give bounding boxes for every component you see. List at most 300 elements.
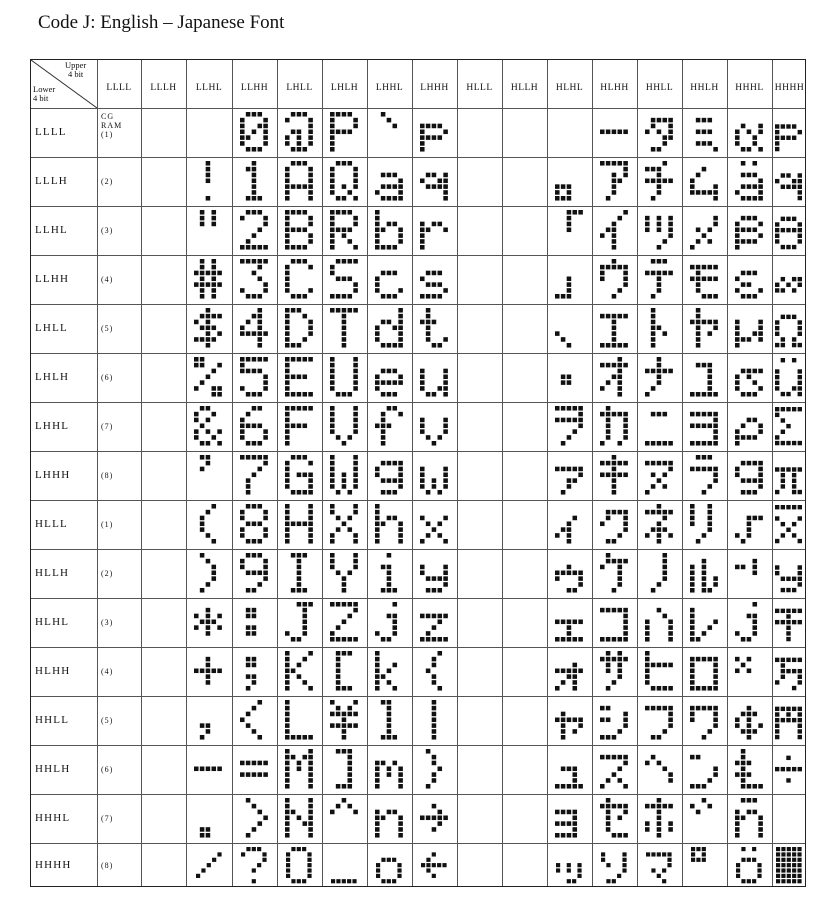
glyph-dot [645,804,650,809]
glyph-dot [257,504,262,509]
glyph-dot [285,718,290,723]
glyph-dot [246,392,251,397]
glyph-dot [606,265,611,270]
glyph-dot [561,527,566,532]
glyph-dot [375,816,380,821]
glyph-dot [353,216,358,221]
glyph-dot [347,712,352,717]
glyph-dot [257,112,262,117]
glyph-dot [702,118,707,123]
glyph-dot [713,190,718,195]
glyph-dot [353,712,358,717]
glyph-dot [690,571,695,576]
glyph-dot [696,441,701,446]
glyph-dot [308,522,313,527]
glyph-dot [206,337,211,342]
glyph-dot [735,473,740,478]
glyph-dot [781,358,785,362]
glyph-dot [792,706,796,710]
glyph-dot [775,680,779,684]
glyph-dot [387,461,392,466]
glyph-dot [787,424,791,428]
glyph-dot [691,847,695,851]
glyph-dot [578,723,583,728]
glyph-dot [347,723,352,728]
glyph-lhhl-lhhl [375,406,404,447]
glyph-dot [747,527,752,532]
upper-bit-header: LLHL [195,83,223,93]
glyph-llhl-hhlh [194,749,223,790]
glyph-lhhh-hlhh [420,651,449,692]
glyph-dot [572,879,576,883]
glyph-dot [617,441,622,446]
glyph-dot [432,614,437,619]
glyph-dot [561,184,566,189]
glyph-dot [798,718,802,722]
glyph-dot [353,380,358,385]
glyph-dot [392,810,397,815]
glyph-dot [657,375,662,380]
glyph-dot [578,582,583,587]
glyph-dot [398,331,403,336]
glyph-dot [798,222,802,226]
glyph-dot [246,614,251,619]
glyph-hlhl-hhhh [556,847,583,885]
glyph-lhhh-lhlh [420,357,449,398]
glyph-dot [600,657,605,662]
glyph-dot [398,522,403,527]
glyph-lhlh-hlhh [330,651,359,692]
glyph-dot [353,559,358,564]
glyph-dot [432,588,437,593]
glyph-dot [297,161,302,166]
glyph-dot [443,565,448,570]
glyph-dot [285,784,290,789]
glyph-dot [651,706,656,711]
glyph-dot [651,179,656,184]
glyph-dot [375,216,380,221]
glyph-dot [662,852,666,856]
glyph-lhlh-hhll [330,700,359,741]
glyph-dot [662,239,667,244]
upper-bit-header: LLLL [106,83,132,93]
glyph-dot [257,228,262,233]
glyph-dot [561,784,566,789]
glyph-dot [297,735,302,740]
glyph-dot [606,510,611,515]
glyph-lhll-llhh [285,259,314,300]
glyph-dot [741,761,746,766]
glyph-dot [206,827,211,832]
glyph-dot [200,282,205,287]
glyph-dot [623,620,628,625]
glyph-dot [330,473,335,478]
glyph-dot [246,522,251,527]
glyph-dot [775,124,779,128]
glyph-dot [741,749,746,754]
glyph-dot [752,418,757,423]
glyph-dot [798,386,802,390]
lower-bit-header: LLLL [35,125,67,138]
glyph-dot [252,167,257,172]
glyph-dot [781,314,785,318]
glyph-dot [741,490,746,495]
glyph-dot [218,767,223,772]
glyph-dot [257,772,262,777]
glyph-dot [690,614,695,619]
glyph-dot [707,380,712,385]
glyph-dot [285,386,290,391]
glyph-dot [781,857,785,861]
glyph-dot [798,369,802,373]
glyph-dot [612,326,617,331]
glyph-hhll-llhh [645,259,674,300]
glyph-dot [792,847,796,851]
glyph-dot [285,674,290,679]
glyph-dot [657,130,662,135]
glyph-dot [420,380,425,385]
glyph-dot [302,161,307,166]
glyph-dot [285,343,290,348]
lower-bit-header: HHHL [35,811,71,824]
glyph-dot [252,631,257,636]
glyph-dot [330,380,335,385]
glyph-dot [291,161,296,166]
glyph-dot [302,680,307,685]
glyph-dot [752,490,757,495]
glyph-dot [617,608,622,613]
glyph-llhh-lllh [240,161,269,202]
glyph-dot [252,847,256,851]
glyph-dot [252,761,257,766]
glyph-dot [623,559,628,564]
glyph-dot [200,723,205,728]
glyph-dot [775,130,779,134]
glyph-dot [240,288,245,293]
glyph-dot [353,259,358,264]
glyph-hhlh-hllh [690,553,719,594]
glyph-dot [308,651,313,656]
glyph-dot [578,406,583,411]
glyph-dot [420,124,425,129]
glyph-dot [792,343,796,347]
glyph-dot [651,320,656,325]
glyph-dot [792,576,796,580]
glyph-dot [212,576,217,581]
glyph-dot [792,386,796,390]
glyph-dot [353,504,358,509]
glyph-dot [302,879,306,883]
glyph-dot [696,363,701,368]
glyph-dot [561,380,566,385]
row-divider [31,647,805,648]
glyph-dot [432,124,437,129]
glyph-dot [617,663,622,668]
glyph-dot [747,130,752,135]
glyph-dot [392,602,397,607]
glyph-dot [392,588,397,593]
glyph-dot [263,559,268,564]
glyph-dot [702,363,707,368]
glyph-dot [572,406,577,411]
glyph-dot [707,686,712,691]
glyph-dot [392,490,397,495]
glyph-dot [735,386,740,391]
glyph-dot [257,424,262,429]
glyph-dot [775,233,779,237]
glyph-dot [291,669,296,674]
glyph-dot [651,852,655,856]
glyph-dot [787,608,791,612]
glyph-dot [606,473,611,478]
glyph-dot [381,412,386,417]
glyph-llhh-lhhh [240,455,269,496]
glyph-dot [781,669,785,673]
glyph-dot [240,130,245,135]
glyph-hlhl-hlhh [555,651,584,692]
glyph-dot [200,424,205,429]
cgram-label: (4) [101,666,114,676]
glyph-dot [375,222,380,227]
glyph-dot [792,184,796,188]
glyph-dot [781,484,785,488]
glyph-lhll-hlhl [285,602,314,643]
glyph-dot [787,124,791,128]
lower-bit-header: HHHH [35,858,72,871]
glyph-hhhh-lhhl [775,407,803,447]
glyph-dot [657,259,662,264]
glyph-hhll-lllh [645,161,674,202]
glyph-dot [252,539,257,544]
glyph-dot [200,827,205,832]
glyph-dot [657,816,662,821]
glyph-dot [342,522,347,527]
glyph-dot [336,625,341,630]
glyph-dot [285,778,290,783]
glyph-dot [707,657,712,662]
glyph-dot [690,510,695,515]
glyph-dot [735,441,740,446]
glyph-dot [696,190,701,195]
glyph-dot [713,669,718,674]
glyph-dot [342,196,347,201]
glyph-dot [567,196,572,201]
glyph-dot [612,484,617,489]
glyph-hhhl-hlll [735,504,764,545]
glyph-dot [200,588,205,593]
glyph-dot [696,424,701,429]
glyph-dot [555,571,560,576]
glyph-dot [735,429,740,434]
glyph-llhh-hhhl [240,798,269,839]
lower-bit-header: LHHH [35,468,71,481]
glyph-dot [645,228,650,233]
glyph-dot [606,657,611,662]
glyph-dot [330,265,335,270]
character-code-table [30,59,806,887]
glyph-dot [713,718,718,723]
glyph-dot [645,651,650,656]
glyph-dot [747,857,751,861]
glyph-dot [657,686,662,691]
glyph-dot [741,282,746,287]
glyph-dot [690,179,695,184]
glyph-dot [347,161,352,166]
glyph-dot [297,571,302,576]
glyph-dot [330,271,335,276]
glyph-dot [308,326,313,331]
glyph-dot [623,314,628,319]
glyph-dot [375,504,380,509]
glyph-dot [572,467,577,472]
glyph-hlhl-hlll [555,504,584,545]
glyph-dot [662,179,667,184]
glyph-dot [387,588,392,593]
glyph-dot [555,467,560,472]
glyph-dot [375,375,380,380]
glyph-dot [696,392,701,397]
glyph-dot [257,700,262,705]
glyph-dot [285,282,290,287]
glyph-hlhh-hlhh [600,651,629,692]
glyph-dot [645,490,650,495]
glyph-dot [781,392,785,396]
glyph-hhhl-hlhl [735,602,764,643]
glyph-dot [707,228,712,233]
glyph-dot [263,245,268,250]
glyph-dot [662,331,667,336]
glyph-dot [426,857,430,861]
glyph-dot [252,441,257,446]
glyph-dot [572,718,577,723]
glyph-dot [286,874,290,878]
glyph-dot [741,767,746,772]
glyph-dot [567,533,572,538]
glyph-dot [206,674,211,679]
glyph-dot [758,429,763,434]
glyph-dot [606,539,611,544]
glyph-dot [668,778,673,783]
glyph-dot [381,857,385,861]
glyph-dot [194,363,199,368]
glyph-dot [387,718,392,723]
glyph-dot [651,308,656,313]
glyph-dot [572,784,577,789]
glyph-dot [713,620,718,625]
cgram-label: (5) [101,715,114,725]
glyph-dot [690,620,695,625]
glyph-dot [713,392,718,397]
glyph-dot [194,669,199,674]
glyph-dot [758,833,763,838]
glyph-dot [600,314,605,319]
glyph-dot [291,245,296,250]
glyph-hhlh-hhhl [690,798,719,839]
glyph-dot [555,833,560,838]
glyph-hlhl-lhhh [555,455,584,496]
glyph-dot [657,369,662,374]
glyph-dot [696,331,701,336]
glyph-dot [741,816,746,821]
glyph-dot [342,308,347,313]
glyph-dot [567,879,571,883]
glyph-dot [713,680,718,685]
glyph-dot [747,337,752,342]
glyph-dot [775,729,779,733]
glyph-lhlh-hlll [330,504,359,545]
glyph-dot [702,167,707,172]
glyph-dot [420,294,425,299]
glyph-dot [798,184,802,188]
row-divider [31,206,805,207]
glyph-dot [297,847,301,851]
glyph-dot [347,516,352,521]
glyph-llhl-hlhh [194,651,223,692]
glyph-dot [781,216,785,220]
glyph-dot [617,637,622,642]
glyph-dot [336,669,341,674]
glyph-hhhl-lhlh [735,357,764,398]
glyph-dot [567,184,572,189]
glyph-dot [572,588,577,593]
glyph-llhl-lllh [194,161,223,202]
glyph-dot [347,239,352,244]
glyph-dot [792,179,796,183]
glyph-dot [331,879,335,883]
glyph-dot [347,294,352,299]
glyph-dot [758,784,763,789]
glyph-dot [567,294,572,299]
glyph-dot [392,343,397,348]
glyph-dot [578,424,583,429]
glyph-dot [702,392,707,397]
glyph-dot [257,124,262,129]
glyph-dot [747,669,752,674]
glyph-lhhl-hlhl [375,602,404,643]
glyph-dot [342,718,347,723]
glyph-dot [662,161,667,166]
glyph-dot [567,467,572,472]
lower-bit-header: HHLL [35,713,70,726]
glyph-dot [252,424,257,429]
glyph-dot [398,184,403,189]
glyph-dot [308,821,313,826]
glyph-dot [601,857,605,861]
glyph-dot [567,631,572,636]
glyph-dot [297,553,302,558]
upper-bit-header: HHLH [690,83,719,93]
glyph-dot [342,331,347,336]
glyph-dot [347,308,352,313]
glyph-dot [657,852,661,856]
glyph-dot [437,810,442,815]
glyph-dot [787,755,791,759]
glyph-dot [752,435,757,440]
glyph-dot [297,674,302,679]
glyph-dot [617,216,622,221]
glyph-dot [735,135,740,140]
glyph-dot [600,386,605,391]
glyph-dot [257,582,262,587]
glyph-dot [741,369,746,374]
glyph-dot [702,571,707,576]
glyph-dot [285,473,290,478]
glyph-dot [651,294,656,299]
glyph-dot [443,130,448,135]
row-divider [31,304,805,305]
glyph-dot [353,473,358,478]
glyph-dot [381,879,385,883]
